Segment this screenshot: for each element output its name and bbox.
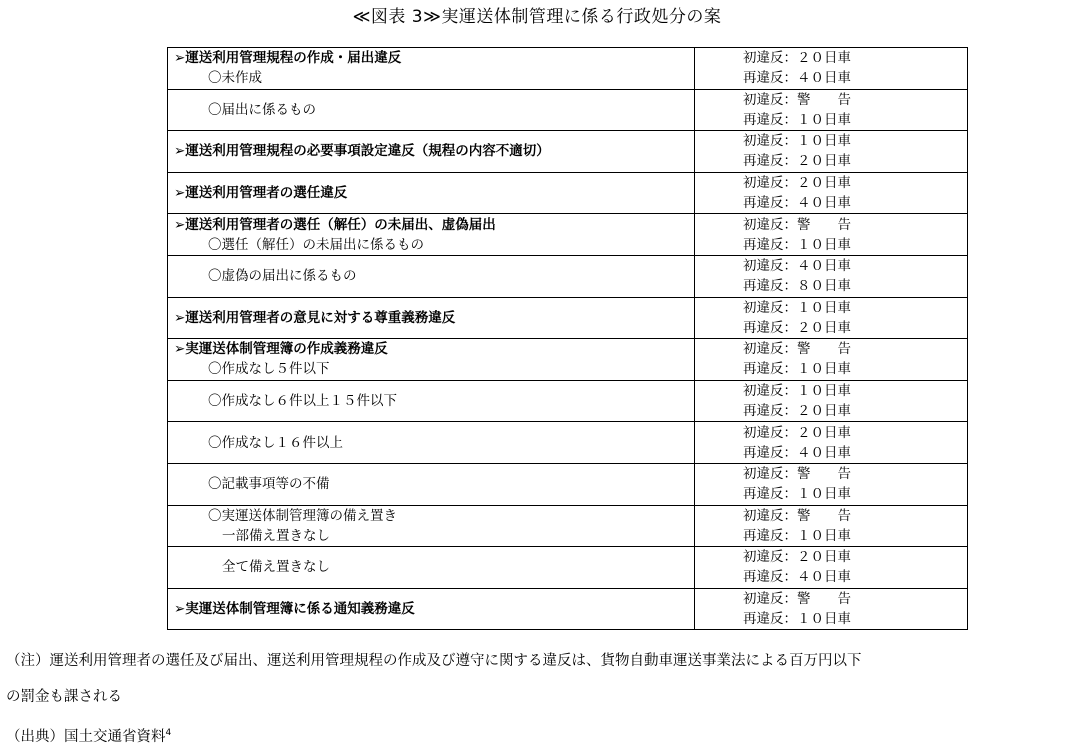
violation-item: 〇作成なし１６件以上 [208, 434, 343, 451]
violation-item: 一部備え置きなし [222, 527, 330, 544]
penalty-cell [695, 297, 968, 339]
repeat-violation-penalty: 再違反：１０日車 [743, 361, 851, 378]
repeat-violation-penalty: 再違反：１０日車 [743, 111, 851, 128]
table-row [168, 297, 968, 339]
table-row [168, 339, 968, 381]
penalty-cell [695, 339, 968, 381]
penalty-cell [695, 505, 968, 547]
table-row [168, 505, 968, 547]
violation-item: 〇作成なし６件以上１５件以下 [208, 393, 397, 410]
violation-item: 全て備え置きなし [222, 559, 330, 576]
penalty-cell [695, 172, 968, 214]
penalty-cell [695, 214, 968, 256]
first-violation-penalty: 初違反：警 告 [743, 591, 851, 608]
violation-cell [168, 339, 695, 381]
note-line-2: の罰金も課される [6, 689, 122, 705]
violation-cell [168, 505, 695, 547]
violation-heading: ➢実運送体制管理簿の作成義務違反 [174, 341, 388, 358]
first-violation-penalty: 初違反：２０日車 [743, 549, 851, 566]
penalty-cell [695, 547, 968, 589]
table-row [168, 255, 968, 297]
first-violation-penalty: 初違反：２０日車 [743, 175, 851, 192]
repeat-violation-penalty: 再違反：２０日車 [743, 153, 851, 170]
penalty-cell [695, 380, 968, 422]
violation-cell [168, 380, 695, 422]
violation-cell [168, 214, 695, 256]
penalty-cell [695, 48, 968, 90]
penalty-cell [695, 422, 968, 464]
repeat-violation-penalty: 再違反：４０日車 [743, 195, 851, 212]
first-violation-penalty: 初違反：警 告 [743, 91, 851, 108]
repeat-violation-penalty: 再違反：１０日車 [743, 236, 851, 253]
repeat-violation-penalty: 再違反：２０日車 [743, 403, 851, 420]
violation-item: 〇作成なし５件以下 [208, 361, 330, 378]
penalty-cell [695, 588, 968, 630]
repeat-violation-penalty: 再違反：１０日車 [743, 611, 851, 628]
penalty-cell [695, 255, 968, 297]
violation-cell [168, 422, 695, 464]
violation-heading: ➢運送利用管理者の選任（解任）の未届出、虚偽届出 [174, 216, 496, 233]
table-row [168, 89, 968, 131]
violation-cell [168, 547, 695, 589]
violation-item: 〇選任（解任）の未届出に係るもの [208, 236, 424, 253]
first-violation-penalty: 初違反：４０日車 [743, 258, 851, 275]
violation-heading: ➢運送利用管理者の選任違反 [174, 185, 348, 202]
violation-heading: ➢実運送体制管理簿に係る通知義務違反 [174, 601, 415, 618]
table-row [168, 547, 968, 589]
table-row [168, 422, 968, 464]
figure-title: ≪図表 3≫実運送体制管理に係る行政処分の案 [352, 7, 722, 27]
violation-item: 〇未作成 [208, 70, 262, 87]
first-violation-penalty: 初違反：警 告 [743, 216, 851, 233]
first-violation-penalty: 初違反：１０日車 [743, 299, 851, 316]
repeat-violation-penalty: 再違反：４０日車 [743, 444, 851, 461]
first-violation-penalty: 初違反：２０日車 [743, 50, 851, 67]
violation-item: 〇虚偽の届出に係るもの [208, 268, 357, 285]
violation-cell [168, 297, 695, 339]
table-row [168, 172, 968, 214]
penalty-cell [695, 463, 968, 505]
note-line-1: （注）運送利用管理者の選任及び届出、運送利用管理規程の作成及び遵守に関する違反は、貨物自動車運送事業法による百万円以下 [6, 653, 862, 669]
repeat-violation-penalty: 再違反：１０日車 [743, 486, 851, 503]
table-row [168, 48, 968, 90]
table-row [168, 463, 968, 505]
first-violation-penalty: 初違反：２０日車 [743, 424, 851, 441]
first-violation-penalty: 初違反：１０日車 [743, 133, 851, 150]
penalty-cell [695, 131, 968, 173]
source-text: （出典）国土交通省資料 [6, 729, 166, 745]
violation-cell [168, 588, 695, 630]
repeat-violation-penalty: 再違反：８０日車 [743, 278, 851, 295]
violation-cell [168, 131, 695, 173]
violation-heading: ➢運送利用管理規程の必要事項設定違反（規程の内容不適切） [174, 143, 550, 160]
violation-item: 〇実運送体制管理簿の備え置き [208, 507, 397, 524]
table-row [168, 380, 968, 422]
repeat-violation-penalty: 再違反：２０日車 [743, 319, 851, 336]
first-violation-penalty: 初違反：１０日車 [743, 383, 851, 400]
footnote-ref: 4 [165, 728, 172, 738]
repeat-violation-penalty: 再違反：４０日車 [743, 569, 851, 586]
first-violation-penalty: 初違反：警 告 [743, 466, 851, 483]
source-line [6, 718, 1070, 753]
violation-item: 〇届出に係るもの [208, 101, 316, 118]
violation-cell [168, 48, 695, 90]
violation-cell [168, 463, 695, 505]
violation-heading: ➢運送利用管理者の意見に対する尊重義務違反 [174, 309, 456, 326]
penalty-table [167, 47, 968, 630]
violation-item: 〇記載事項等の不備 [208, 476, 330, 493]
table-row [168, 588, 968, 630]
violation-cell [168, 89, 695, 131]
penalty-cell [695, 89, 968, 131]
violation-heading: ➢運送利用管理規程の作成・届出違反 [174, 50, 402, 67]
repeat-violation-penalty: 再違反：１０日車 [743, 527, 851, 544]
table-row [168, 214, 968, 256]
first-violation-penalty: 初違反：警 告 [743, 507, 851, 524]
penalty-table-body [168, 48, 968, 630]
violation-cell [168, 255, 695, 297]
table-row [168, 131, 968, 173]
repeat-violation-penalty: 再違反：４０日車 [743, 70, 851, 87]
violation-cell [168, 172, 695, 214]
first-violation-penalty: 初違反：警 告 [743, 341, 851, 358]
